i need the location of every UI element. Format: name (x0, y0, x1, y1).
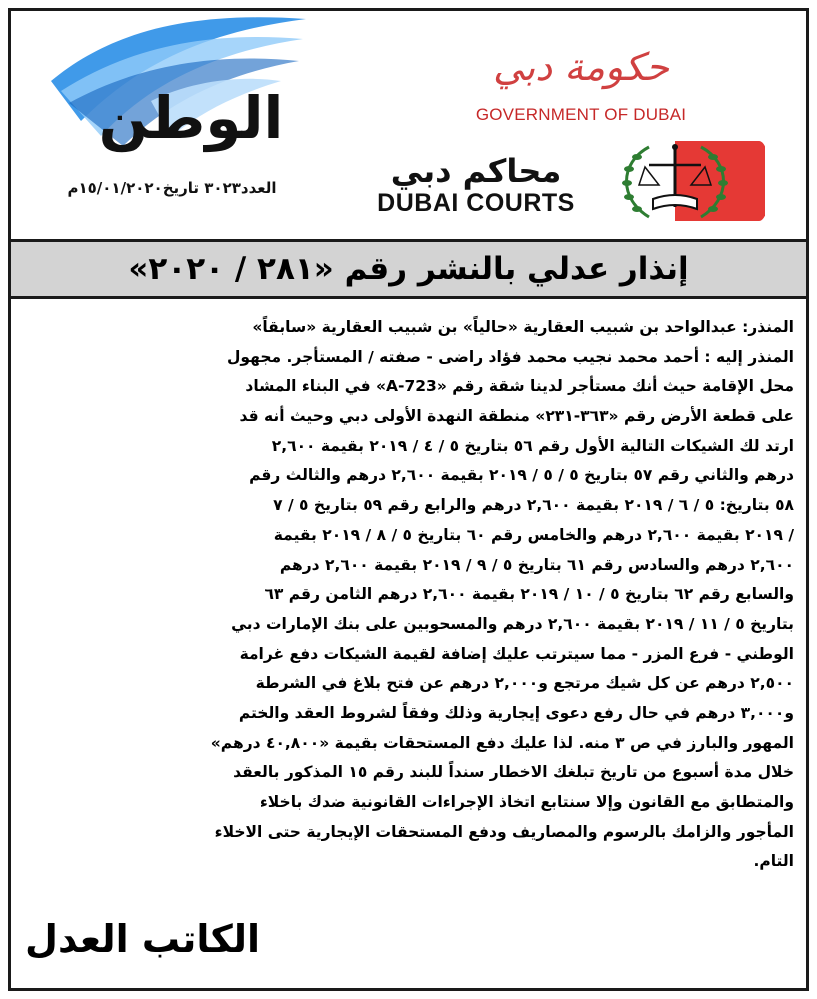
notice-line: ٥٨ بتاريخ: ٥ / ٦ / ٢٠١٩ بقيمة ٢,٦٠٠ درهم والرابع رقم ٥٩ بتاريخ ٥ / ٧ (273, 496, 794, 515)
notice-line: على قطعة الأرض رقم «٣٦٣-٢٣١» منطقة النهدة الأولى دبي وحيث أنه قد (239, 407, 794, 426)
notice-line: المنذر: عبدالواحد بن شبيب العقارية «حالياً» بن شبيب العقارية «سابقاً» (252, 318, 794, 336)
courts-name-arabic: محاكم دبي (390, 152, 562, 190)
notice-line: محل الإقامة حيث أنك مستأجر لدينا شقة رقم «A-723» في البناء المشاد (245, 377, 794, 396)
newspaper-name: الوطن (98, 84, 284, 152)
dubai-courts-emblem-icon (589, 133, 765, 229)
notice-line: ارتد لك الشيكات التالية الأول رقم ٥٦ بتاريخ ٥ / ٤ / ٢٠١٩ بقيمة ٢,٦٠٠ (271, 436, 794, 455)
notice-line: المهور والبارز في ص ٣ منه. لذا عليك دفع المستحقات بقيمة «٤٠,٨٠٠ درهم» (210, 733, 794, 752)
issue-number-date: العدد٣٠٢٣ تاريخ١٥/٠١/٢٠٢٠م (67, 179, 277, 197)
notice-line: درهم والثاني رقم ٥٧ بتاريخ ٥ / ٥ / ٢٠١٩ بقيمة ٢,٦٠٠ درهم والثالث رقم (249, 466, 794, 485)
notice-line: التام. (753, 852, 794, 871)
notice-title-bar (11, 239, 806, 299)
notice-line: والمتطابق مع القانون وإلا سنتابع اتخاذ الإجراءات القانونية ضدك باخلاء (259, 793, 794, 811)
notice-line: / ٢٠١٩ بقيمة ٢,٦٠٠ درهم والخامس رقم ٦٠ بتاريخ ٥ / ٨ / ٢٠١٩ بقيمة (273, 525, 794, 544)
notice-line: الوطني - فرع المزر - مما سيترتب عليك إضافة لقيمة الشيكات دفع غرامة (239, 644, 794, 663)
notice-line: بتاريخ ٥ / ١١ / ٢٠١٩ بقيمة ٢,٦٠٠ درهم والمسحوبين على بنك الإمارات دبي (231, 614, 794, 633)
notice-line: المأجور والزامك بالرسوم والمصاريف ودفع المستحقات الإيجارية حتى الاخلاء (214, 822, 794, 841)
courts-name-english: DUBAI COURTS (377, 189, 575, 217)
government-name-english: GOVERNMENT OF DUBAI (475, 105, 687, 124)
legal-notice-frame (8, 8, 809, 991)
government-name-arabic: حكومة دبي (492, 45, 670, 89)
notice-body (23, 313, 794, 877)
notice-line: ٢,٥٠٠ درهم عن كل شيك مرتجع و٢,٠٠٠ درهم عن فتح بلاغ في الشرطة (255, 674, 794, 693)
notice-line: و٣,٠٠٠ درهم في حال رفع دعوى إيجارية وذلك وفقاً لشروط العقد والختم (238, 703, 794, 722)
notice-line: خلال مدة أسبوع من تاريخ تبلغك الاخطار سنداً للبند رقم ١٥ المذكور بالعقد (233, 763, 794, 782)
notice-line: والسابع رقم ٦٢ بتاريخ ٥ / ١٠ / ٢٠١٩ بقيمة ٢,٦٠٠ درهم الثامن رقم ٦٣ (264, 585, 794, 604)
header (11, 11, 806, 239)
notice-title: إنذار عدلي بالنشر رقم «٢٨١ / ٢٠٢٠» (128, 251, 689, 287)
notice-line: المنذر إليه : أحمد محمد نجيب محمد فؤاد راضى - صفته / المستأجر. مجهول (226, 347, 794, 366)
notice-line: ٢,٦٠٠ درهم والسادس رقم ٦١ بتاريخ ٥ / ٩ / ٢٠١٩ بقيمة ٢,٦٠٠ درهم (279, 555, 794, 574)
notary-signature: الكاتب العدل (25, 917, 261, 961)
